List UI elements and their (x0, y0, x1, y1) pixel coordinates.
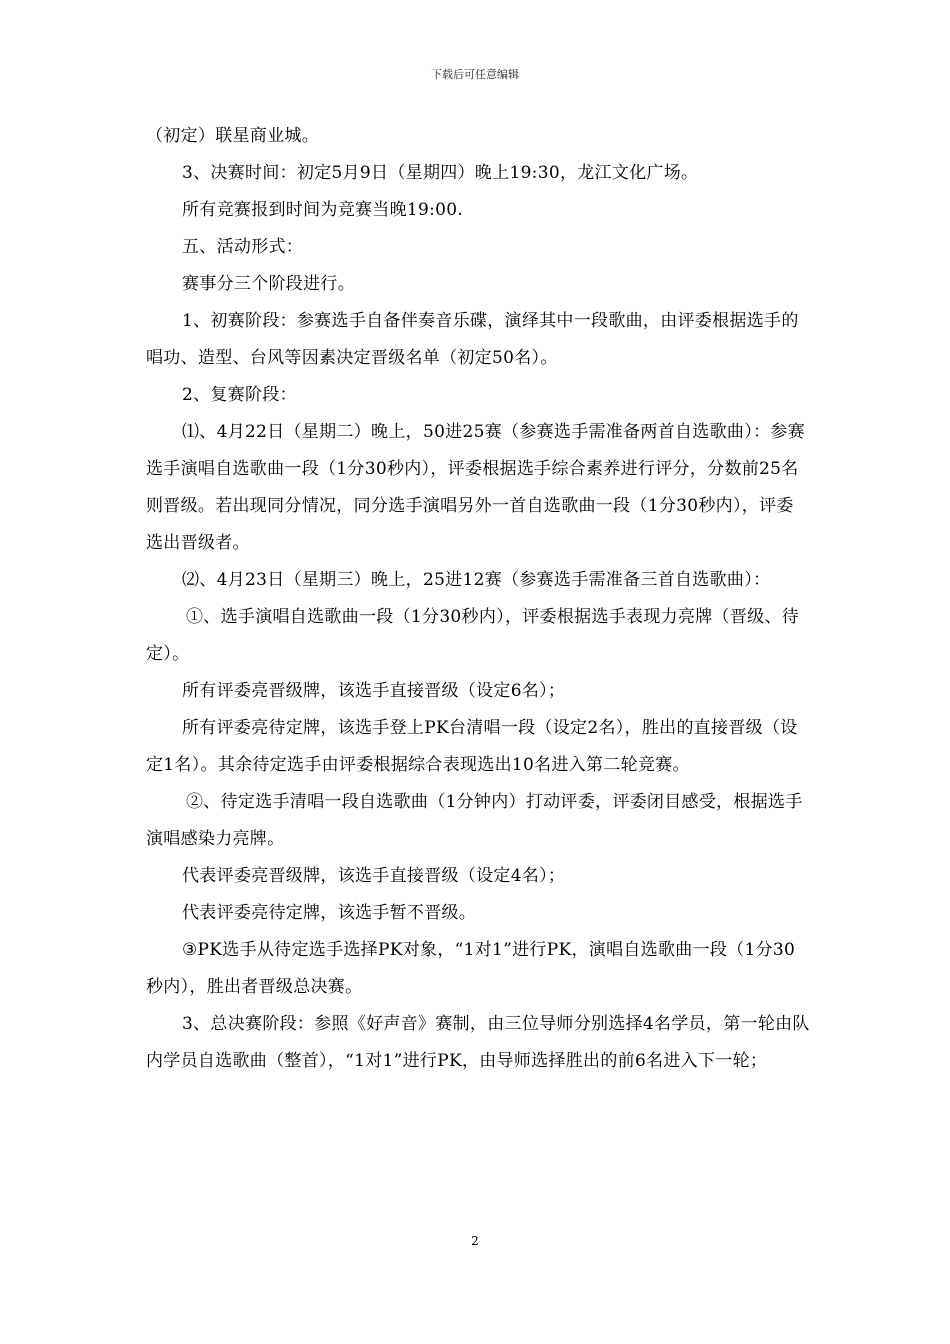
paragraph: ①、选手演唱自选歌曲一段（1分30秒内），评委根据选手表现力亮牌（晋级、待定）。 (146, 607, 800, 664)
paragraph: 所有评委亮待定牌，该选手登上PK台清唱一段（设定2名），胜出的直接晋级（设定1名）。其余待定选手由评委根据综合表现选出10名进入第二轮竞赛。 (146, 718, 798, 775)
paragraph: ⑵、4月23日（星期三）晚上，25进12赛（参赛选手需准备三首自选歌曲）： (182, 570, 771, 590)
paragraph: ②、待定选手清唱一段自选歌曲（1分钟内）打动评委，评委闭目感受，根据选手演唱感染力亮牌。 (146, 792, 803, 849)
paragraph: 所有竞赛报到时间为竞赛当晚19:00. (182, 200, 464, 220)
paragraph: 所有评委亮晋级牌，该选手直接晋级（设定6名）； (182, 681, 566, 701)
paragraph: （初定）联星商业城。 (146, 126, 319, 146)
page-number: 2 (471, 1234, 479, 1248)
paragraph: 代表评委亮晋级牌，该选手直接晋级（设定4名）； (182, 866, 566, 886)
section-heading: 五、活动形式： (182, 237, 304, 257)
document-body (146, 118, 810, 1080)
paragraph: ③PK选手从待定选手选择PK对象，“1对1”进行PK，演唱自选歌曲一段（1分30秒内），胜出者晋级总决赛。 (146, 940, 796, 997)
page-header: 下载后可任意编辑 (431, 68, 519, 81)
paragraph: 1、初赛阶段：参赛选手自备伴奏音乐碟，演绎其中一段歌曲，由评委根据选手的唱功、造型、台风等因素决定晋级名单（初定50名）。 (146, 311, 799, 368)
paragraph: 代表评委亮待定牌，该选手暂不晋级。 (182, 903, 477, 923)
paragraph: 赛事分三个阶段进行。 (182, 274, 355, 294)
paragraph: 3、决赛时间：初定5月9日（星期四）晚上19:30，龙江文化广场。 (182, 163, 699, 183)
paragraph: 2、复赛阶段： (182, 385, 297, 405)
paragraph: ⑴、4月22日（星期二）晚上，50进25赛（参赛选手需准备两首自选歌曲）：参赛选手演唱自选歌曲一段（1分30秒内），评委根据选手综合素养进行评分，分数前25名则晋级。若出现同分情况，同分选手演唱另外一首自选歌曲一段（1分30秒内），评委选出晋级者。 (146, 422, 805, 553)
paragraph: 3、总决赛阶段：参照《好声音》赛制，由三位导师分别选择4名学员，第一轮由队内学员自选歌曲（整首），“1对1”进行PK，由导师选择胜出的前6名进入下一轮； (146, 1014, 810, 1071)
